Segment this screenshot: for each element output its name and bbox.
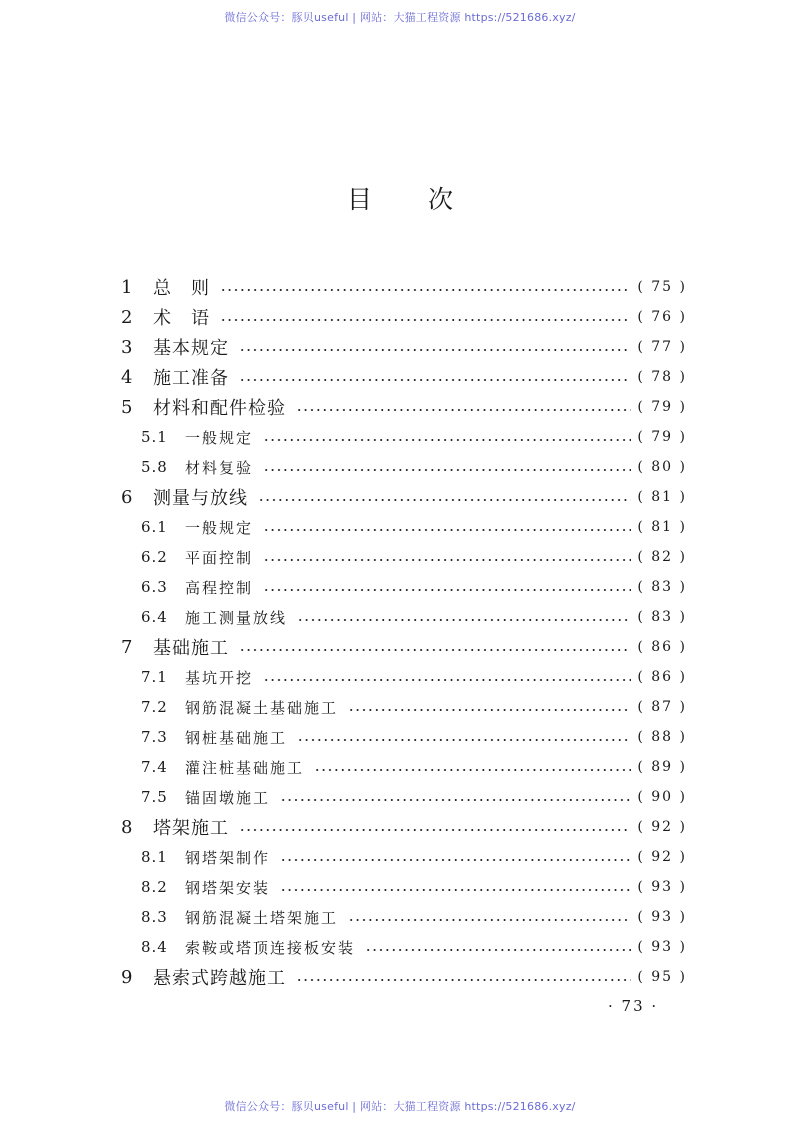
toc-entry-page: ( 86 ) (637, 639, 687, 655)
toc-section-entry (141, 422, 687, 452)
toc-entry-number: 6.2 (141, 548, 168, 566)
toc-entry-title: 灌注桩基础施工 (185, 758, 305, 777)
dot-leader (239, 829, 631, 831)
toc-chapter-entry (121, 362, 687, 392)
dot-leader (280, 859, 631, 861)
toc-entry-number: 5.1 (141, 428, 168, 446)
dot-leader (239, 649, 631, 651)
toc-entry-number: 7 (121, 636, 133, 658)
toc-section-entry (141, 602, 687, 632)
toc-entry-title: 索鞍或塔顶连接板安装 (185, 938, 356, 957)
toc-entry-title: 基础施工 (153, 638, 229, 659)
toc-section-entry (141, 752, 687, 782)
toc-entry-title: 一般规定 (185, 428, 254, 447)
toc-entry-number: 7.5 (141, 788, 168, 806)
dot-leader (220, 319, 631, 321)
toc-entry-page: ( 93 ) (637, 909, 687, 925)
toc-entry-page: ( 86 ) (637, 669, 687, 685)
toc-section-entry (141, 572, 687, 602)
dot-leader (220, 289, 631, 291)
toc-section-entry (141, 902, 687, 932)
watermark-bottom: 微信公众号：豚贝useful | 网站：大猫工程资源 https://521686.xyz/ (224, 1100, 576, 1113)
toc-entry-title: 塔架施工 (153, 818, 229, 839)
toc-entry-title: 钢筋混凝土塔架施工 (185, 908, 339, 927)
toc-section-entry (141, 782, 687, 812)
toc-entry-title: 悬索式跨越施工 (153, 968, 286, 989)
toc-entry-page: ( 78 ) (637, 369, 687, 385)
toc-chapter-entry (121, 962, 687, 992)
page-number: · 73 · (608, 997, 659, 1015)
toc-entry-page: ( 82 ) (637, 549, 687, 565)
toc-section-entry (141, 872, 687, 902)
toc-entry-title: 平面控制 (185, 548, 254, 567)
toc-entry-number: 9 (121, 966, 133, 988)
toc-entry-title: 基本规定 (153, 338, 229, 359)
dot-leader (263, 559, 631, 561)
toc-entry-number: 6.3 (141, 578, 168, 596)
toc-section-entry (141, 842, 687, 872)
toc-entry-page: ( 81 ) (637, 519, 687, 535)
toc-entry-title: 材料和配件检验 (153, 398, 286, 419)
toc-entry-page: ( 79 ) (637, 399, 687, 415)
toc-entry-title: 锚固墩施工 (185, 788, 271, 807)
toc-entry-number: 6 (121, 486, 133, 508)
toc-entry-page: ( 80 ) (637, 459, 687, 475)
toc-section-entry (141, 932, 687, 962)
toc-section-entry (141, 512, 687, 542)
toc-entry-page: ( 83 ) (637, 579, 687, 595)
toc-entry-number: 5.8 (141, 458, 168, 476)
toc-entry-title: 钢塔架制作 (185, 848, 271, 867)
toc-chapter-entry (121, 482, 687, 512)
dot-leader (263, 439, 631, 441)
toc-entry-number: 2 (121, 306, 133, 328)
dot-leader (314, 769, 631, 771)
toc-entry-number: 7.3 (141, 728, 168, 746)
toc-entry-title: 测量与放线 (153, 488, 248, 509)
toc-entry-page: ( 95 ) (637, 969, 687, 985)
toc-section-entry (141, 692, 687, 722)
toc-section-entry (141, 542, 687, 572)
toc-entry-title: 钢筋混凝土基础施工 (185, 698, 339, 717)
toc-entry-page: ( 92 ) (637, 849, 687, 865)
dot-leader (297, 619, 631, 621)
toc-entry-page: ( 75 ) (637, 279, 687, 295)
dot-leader (263, 679, 631, 681)
toc-entry-number: 7.4 (141, 758, 168, 776)
dot-leader (348, 919, 631, 921)
toc-entry-page: ( 93 ) (637, 939, 687, 955)
dot-leader (258, 499, 631, 501)
toc-entry-number: 5 (121, 396, 133, 418)
toc-chapter-entry (121, 332, 687, 362)
dot-leader (263, 529, 631, 531)
toc-entry-page: ( 87 ) (637, 699, 687, 715)
toc-entry-title: 施工准备 (153, 368, 229, 389)
toc-entry-title: 一般规定 (185, 518, 254, 537)
toc-entry-page: ( 93 ) (637, 879, 687, 895)
toc-entry-number: 8 (121, 816, 133, 838)
toc-entry-number: 6.4 (141, 608, 168, 626)
toc-entry-number: 4 (121, 366, 133, 388)
toc-entry-page: ( 77 ) (637, 339, 687, 355)
toc-entry-number: 8.1 (141, 848, 168, 866)
toc-entry-title: 钢塔架安装 (185, 878, 271, 897)
toc-entry-page: ( 89 ) (637, 759, 687, 775)
toc-entry-title: 材料复验 (185, 458, 254, 477)
toc-entry-title: 钢桩基础施工 (185, 728, 288, 747)
toc-section-entry (141, 662, 687, 692)
toc-entry-number: 6.1 (141, 518, 168, 536)
toc-entry-number: 7.2 (141, 698, 168, 716)
dot-leader (280, 889, 631, 891)
toc-section-entry (141, 452, 687, 482)
toc-entry-page: ( 92 ) (637, 819, 687, 835)
toc-chapter-entry (121, 302, 687, 332)
dot-leader (365, 949, 631, 951)
dot-leader (297, 739, 631, 741)
toc-entry-page: ( 76 ) (637, 309, 687, 325)
dot-leader (296, 979, 631, 981)
dot-leader (239, 349, 631, 351)
toc-entry-page: ( 79 ) (637, 429, 687, 445)
toc-entry-number: 1 (121, 276, 133, 298)
dot-leader (239, 379, 631, 381)
toc-entry-number: 8.2 (141, 878, 168, 896)
toc-entry-title: 高程控制 (185, 578, 254, 597)
dot-leader (263, 589, 631, 591)
toc-entry-page: ( 88 ) (637, 729, 687, 745)
toc-entry-number: 3 (121, 336, 133, 358)
toc-entry-number: 8.4 (141, 938, 168, 956)
dot-leader (280, 799, 631, 801)
toc-chapter-entry (121, 392, 687, 422)
toc-entry-page: ( 83 ) (637, 609, 687, 625)
toc-entry-title: 施工测量放线 (185, 608, 288, 627)
toc-chapter-entry (121, 272, 687, 302)
dot-leader (263, 469, 631, 471)
toc-entry-number: 7.1 (141, 668, 168, 686)
toc-chapter-entry (121, 632, 687, 662)
toc-entry-title: 总 则 (153, 278, 210, 299)
page-title: 目次 (346, 185, 509, 214)
dot-leader (296, 409, 631, 411)
toc-entry-page: ( 90 ) (637, 789, 687, 805)
toc-chapter-entry (121, 812, 687, 842)
toc-entry-title: 术 语 (153, 308, 210, 329)
toc-entry-number: 8.3 (141, 908, 168, 926)
toc-section-entry (141, 722, 687, 752)
watermark-top: 微信公众号：豚贝useful | 网站：大猫工程资源 https://521686.xyz/ (224, 11, 576, 24)
dot-leader (348, 709, 631, 711)
toc-entry-title: 基坑开挖 (185, 668, 254, 687)
toc-entry-page: ( 81 ) (637, 489, 687, 505)
